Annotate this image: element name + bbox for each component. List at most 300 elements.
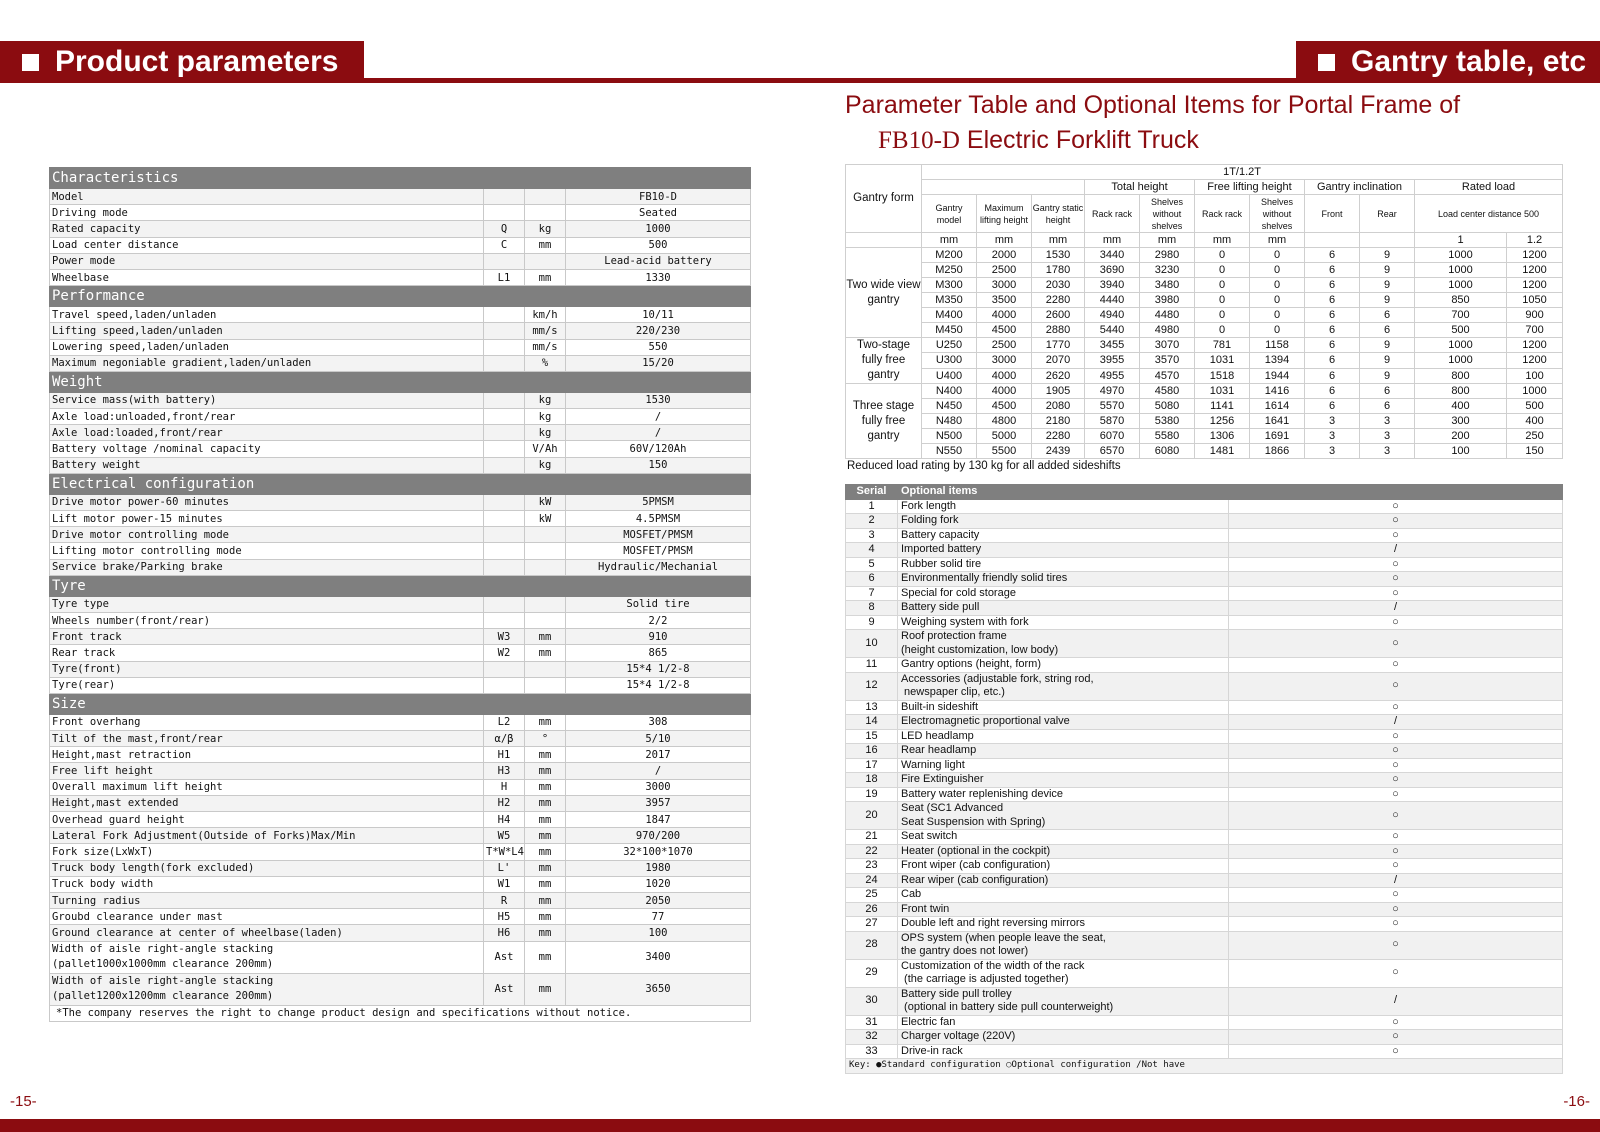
- gantry-row: [846, 368, 1563, 383]
- item-serial: 4: [846, 543, 898, 558]
- item-name: Rear wiper (cab configuration): [898, 873, 1229, 888]
- spec-label: Front overhang: [50, 714, 484, 730]
- spec-unit: [525, 677, 566, 693]
- gantry-subheader: Load center distance 500: [1415, 195, 1563, 233]
- spec-row: [50, 494, 751, 510]
- spec-section-row: [50, 371, 751, 392]
- spec-row: [50, 795, 751, 811]
- item-name: Double left and right reversing mirrors: [898, 917, 1229, 932]
- gantry-form-header: Gantry form: [846, 165, 922, 233]
- gantry-cell: 5570: [1085, 399, 1140, 414]
- spec-symbol: [484, 661, 525, 677]
- gantry-cell: 2620: [1032, 368, 1085, 383]
- item-availability: ○: [1229, 700, 1563, 715]
- gantry-cell: N550: [922, 444, 977, 459]
- spec-row: [50, 253, 751, 269]
- gantry-cell: 100: [1507, 368, 1563, 383]
- spec-row: [50, 677, 751, 693]
- gantry-cell: 1200: [1507, 353, 1563, 368]
- item-serial: 10: [846, 630, 898, 658]
- item-serial: 15: [846, 729, 898, 744]
- item-serial: 9: [846, 615, 898, 630]
- item-serial: 2: [846, 514, 898, 529]
- item-name: Weighing system with fork: [898, 615, 1229, 630]
- title-line-1: Parameter Table and Optional Items for Portal Frame of: [845, 91, 1461, 119]
- item-name: Battery side pull trolley (optional in battery side pull counterweight): [898, 987, 1229, 1015]
- gantry-cell: 2180: [1032, 414, 1085, 429]
- item-serial: 31: [846, 1015, 898, 1030]
- gantry-cell: 4940: [1085, 308, 1140, 323]
- gantry-cell: 3000: [977, 353, 1032, 368]
- spec-unit: [525, 612, 566, 628]
- gantry-subheader: Rear: [1360, 195, 1415, 233]
- spec-symbol: H3: [484, 763, 525, 779]
- gantry-cell: 1691: [1250, 429, 1305, 444]
- spec-row: [50, 559, 751, 575]
- spec-symbol: L2: [484, 714, 525, 730]
- spec-row: [50, 392, 751, 408]
- spec-row: [50, 425, 751, 441]
- item-name: Electromagnetic proportional valve: [898, 715, 1229, 730]
- spec-symbol: H4: [484, 812, 525, 828]
- spec-unit: [525, 543, 566, 559]
- gantry-cell: 900: [1507, 308, 1563, 323]
- gantry-units-row: [846, 233, 1563, 248]
- gantry-form-name: Two-stage fully free gantry: [846, 338, 922, 384]
- item-availability: ○: [1229, 888, 1563, 903]
- spec-value: 150: [566, 457, 751, 473]
- gantry-cell: 4570: [1140, 368, 1195, 383]
- item-availability: ○: [1229, 729, 1563, 744]
- optional-item-row: [846, 586, 1563, 601]
- spec-unit: mm: [525, 237, 566, 253]
- gantry-unit: 1.2: [1507, 233, 1563, 248]
- item-availability: ○: [1229, 586, 1563, 601]
- spec-row: [50, 860, 751, 876]
- spec-section-row: [50, 286, 751, 307]
- optional-item-row: [846, 902, 1563, 917]
- gantry-cell: 4440: [1085, 293, 1140, 308]
- item-name: Rubber solid tire: [898, 557, 1229, 572]
- item-serial: 30: [846, 987, 898, 1015]
- gantry-cell: 2980: [1140, 248, 1195, 263]
- gantry-cell: 6070: [1085, 429, 1140, 444]
- gantry-cell: 0: [1250, 308, 1305, 323]
- item-availability: ○: [1229, 1044, 1563, 1059]
- gantry-cell: 1200: [1507, 248, 1563, 263]
- spec-value: 77: [566, 909, 751, 925]
- square-bullet-icon: [22, 54, 39, 71]
- gantry-group-header: Free lifting height: [1195, 180, 1305, 195]
- gantry-cell: 0: [1195, 263, 1250, 278]
- gantry-row: [846, 338, 1563, 353]
- items-header: Optional items: [898, 485, 1563, 500]
- spec-row: [50, 269, 751, 285]
- item-name: Rear headlamp: [898, 744, 1229, 759]
- page-number-right: -16-: [1563, 1093, 1590, 1110]
- gantry-cell: 6: [1305, 308, 1360, 323]
- gantry-cell: U250: [922, 338, 977, 353]
- spec-label: Lifting speed,laden/unladen: [50, 323, 484, 339]
- spec-unit: km/h: [525, 307, 566, 323]
- item-availability: ○: [1229, 931, 1563, 959]
- gantry-cell: 9: [1360, 248, 1415, 263]
- item-serial: 3: [846, 528, 898, 543]
- item-name: Folding fork: [898, 514, 1229, 529]
- gantry-cell: 2500: [977, 263, 1032, 278]
- optional-item-row: [846, 844, 1563, 859]
- item-name: Accessories (adjustable fork, string rod, newspaper clip, etc.): [898, 672, 1229, 700]
- spec-unit: mm: [525, 269, 566, 285]
- spec-row: [50, 596, 751, 612]
- gantry-cell: 3: [1360, 429, 1415, 444]
- item-name: OPS system (when people leave the seat, the gantry does not lower): [898, 931, 1229, 959]
- gantry-cell: 1481: [1195, 444, 1250, 459]
- item-name: Heater (optional in the cockpit): [898, 844, 1229, 859]
- item-serial: 19: [846, 787, 898, 802]
- spec-label: Battery voltage /nominal capacity: [50, 441, 484, 457]
- gantry-cell: 5440: [1085, 323, 1140, 338]
- spec-label: Travel speed,laden/unladen: [50, 307, 484, 323]
- optional-item-row: [846, 959, 1563, 987]
- spec-label: Model: [50, 189, 484, 205]
- gantry-cell: 700: [1415, 308, 1507, 323]
- spec-label: Tilt of the mast,front/rear: [50, 731, 484, 747]
- spec-value: 15*4 1/2-8: [566, 661, 751, 677]
- gantry-cell: 0: [1195, 248, 1250, 263]
- spec-symbol: [484, 677, 525, 693]
- spec-unit: °: [525, 731, 566, 747]
- spec-value: 1020: [566, 876, 751, 892]
- page-number-left: -15-: [10, 1093, 37, 1110]
- spec-unit: kg: [525, 392, 566, 408]
- gantry-cell: 1000: [1507, 384, 1563, 399]
- spec-unit: mm: [525, 645, 566, 661]
- spec-symbol: [484, 425, 525, 441]
- spec-row: [50, 763, 751, 779]
- item-name: Special for cold storage: [898, 586, 1229, 601]
- spec-row: [50, 339, 751, 355]
- gantry-cell: 6: [1305, 399, 1360, 414]
- spec-symbol: W3: [484, 629, 525, 645]
- spec-unit: mm: [525, 909, 566, 925]
- spec-symbol: H5: [484, 909, 525, 925]
- spec-label: Drive motor power-60 minutes: [50, 494, 484, 510]
- gantry-group-header: Total height: [1085, 180, 1195, 195]
- gantry-cell: 5500: [977, 444, 1032, 459]
- gantry-cell: M450: [922, 323, 977, 338]
- gantry-cell: 0: [1195, 293, 1250, 308]
- spec-label: Width of aisle right-angle stacking (pallet1000x1000mm clearance 200mm): [50, 941, 484, 973]
- spec-unit: [525, 189, 566, 205]
- gantry-unit: mm: [1085, 233, 1140, 248]
- item-availability: /: [1229, 873, 1563, 888]
- gantry-subheader: Gantry static height: [1032, 195, 1085, 233]
- spec-label: Lateral Fork Adjustment(Outside of Forks)Max/Min: [50, 828, 484, 844]
- spec-row: [50, 441, 751, 457]
- spec-symbol: [484, 494, 525, 510]
- gantry-cell: 2030: [1032, 278, 1085, 293]
- gantry-row: [846, 444, 1563, 459]
- gantry-cell: U300: [922, 353, 977, 368]
- optional-item-row: [846, 715, 1563, 730]
- gantry-cell: 9: [1360, 263, 1415, 278]
- spec-value: 308: [566, 714, 751, 730]
- gantry-cell: 2880: [1032, 323, 1085, 338]
- spec-value: Solid tire: [566, 596, 751, 612]
- gantry-cell: 1416: [1250, 384, 1305, 399]
- gantry-cell: 6: [1360, 384, 1415, 399]
- spec-value: 10/11: [566, 307, 751, 323]
- gantry-cell: M400: [922, 308, 977, 323]
- spec-label: Drive motor controlling mode: [50, 527, 484, 543]
- spec-symbol: [484, 612, 525, 628]
- gantry-cell: 5580: [1140, 429, 1195, 444]
- spec-note-row: [50, 1005, 751, 1021]
- gantry-cell: 1000: [1415, 278, 1507, 293]
- gantry-row: [846, 384, 1563, 399]
- item-availability: ○: [1229, 787, 1563, 802]
- spec-label: Lowering speed,laden/unladen: [50, 339, 484, 355]
- optional-items-table: [845, 484, 1563, 1074]
- item-availability: /: [1229, 601, 1563, 616]
- item-availability: ○: [1229, 1015, 1563, 1030]
- gantry-cell: 6: [1305, 353, 1360, 368]
- spec-row: [50, 812, 751, 828]
- optional-item-row: [846, 744, 1563, 759]
- spec-label: Lift motor power-15 minutes: [50, 511, 484, 527]
- spec-symbol: H2: [484, 795, 525, 811]
- spec-symbol: [484, 559, 525, 575]
- spec-symbol: W1: [484, 876, 525, 892]
- spec-row: [50, 237, 751, 253]
- spec-value: MOSFET/PMSM: [566, 543, 751, 559]
- gantry-cell: 9: [1360, 278, 1415, 293]
- item-availability: ○: [1229, 917, 1563, 932]
- spec-unit: mm: [525, 763, 566, 779]
- spec-label: Truck body length(fork excluded): [50, 860, 484, 876]
- key-row: [846, 1059, 1563, 1074]
- spec-note: *The company reserves the right to change product design and specifications without notice.: [50, 1005, 751, 1021]
- gantry-cell: 1518: [1195, 368, 1250, 383]
- spec-value: FB10-D: [566, 189, 751, 205]
- item-availability: ○: [1229, 630, 1563, 658]
- spec-label: Wheelbase: [50, 269, 484, 285]
- gantry-cell: 250: [1507, 429, 1563, 444]
- item-availability: /: [1229, 987, 1563, 1015]
- spec-table: [49, 167, 751, 1022]
- spec-unit: kg: [525, 425, 566, 441]
- spec-label: Height,mast extended: [50, 795, 484, 811]
- spec-row: [50, 189, 751, 205]
- optional-item-row: [846, 630, 1563, 658]
- spec-unit: mm: [525, 747, 566, 763]
- spec-symbol: T*W*L4: [484, 844, 525, 860]
- optional-item-row: [846, 830, 1563, 845]
- gantry-row: [846, 323, 1563, 338]
- gantry-cell: 1256: [1195, 414, 1250, 429]
- item-serial: 5: [846, 557, 898, 572]
- gantry-cell: M250: [922, 263, 977, 278]
- gantry-cell: N450: [922, 399, 977, 414]
- item-availability: ○: [1229, 514, 1563, 529]
- title-line-2-text: Electric Forklift Truck: [959, 126, 1199, 154]
- gantry-cell: 3980: [1140, 293, 1195, 308]
- spec-unit: mm: [525, 714, 566, 730]
- spec-symbol: [484, 189, 525, 205]
- spec-value: 1000: [566, 221, 751, 237]
- gantry-cell: 3570: [1140, 353, 1195, 368]
- spec-label: Fork size(LxWxT): [50, 844, 484, 860]
- spec-value: MOSFET/PMSM: [566, 527, 751, 543]
- gantry-cell: 6: [1305, 323, 1360, 338]
- gantry-cell: 1000: [1415, 353, 1507, 368]
- spec-label: Maximum negoniable gradient,laden/unladen: [50, 355, 484, 371]
- gantry-cell: N500: [922, 429, 977, 444]
- gantry-cell: M350: [922, 293, 977, 308]
- item-serial: 16: [846, 744, 898, 759]
- spec-label: Power mode: [50, 253, 484, 269]
- spec-unit: %: [525, 355, 566, 371]
- item-serial: 1: [846, 499, 898, 514]
- gantry-cell: N400: [922, 384, 977, 399]
- gantry-cell: 200: [1415, 429, 1507, 444]
- item-serial: 29: [846, 959, 898, 987]
- spec-value: 3957: [566, 795, 751, 811]
- spec-value: /: [566, 409, 751, 425]
- optional-item-row: [846, 888, 1563, 903]
- spec-value: 2017: [566, 747, 751, 763]
- gantry-cell: 6: [1305, 293, 1360, 308]
- spec-label: Tyre type: [50, 596, 484, 612]
- footer-bar: [0, 1119, 1600, 1132]
- spec-unit: kg: [525, 409, 566, 425]
- gantry-cell: 0: [1195, 278, 1250, 293]
- gantry-cell: 4000: [977, 368, 1032, 383]
- item-serial: 18: [846, 773, 898, 788]
- spec-label: Battery weight: [50, 457, 484, 473]
- spec-section-row: [50, 473, 751, 494]
- gantry-cell: 800: [1415, 368, 1507, 383]
- gantry-cell: 5000: [977, 429, 1032, 444]
- spec-value: 500: [566, 237, 751, 253]
- gantry-cell: 1780: [1032, 263, 1085, 278]
- gantry-subheader: Front: [1305, 195, 1360, 233]
- gantry-cell: 3440: [1085, 248, 1140, 263]
- item-serial: 17: [846, 758, 898, 773]
- spec-value: 550: [566, 339, 751, 355]
- item-serial: 27: [846, 917, 898, 932]
- gantry-cell: 1031: [1195, 353, 1250, 368]
- gantry-unit: mm: [977, 233, 1032, 248]
- spec-value: 1980: [566, 860, 751, 876]
- spec-unit: mm/s: [525, 339, 566, 355]
- gantry-cell: 500: [1415, 323, 1507, 338]
- gantry-cell: 3480: [1140, 278, 1195, 293]
- gantry-cell: 2500: [977, 338, 1032, 353]
- spec-unit: kg: [525, 221, 566, 237]
- gantry-cell: 0: [1250, 263, 1305, 278]
- spec-symbol: [484, 323, 525, 339]
- gantry-cell: 850: [1415, 293, 1507, 308]
- item-serial: 22: [846, 844, 898, 859]
- gantry-cell: 6: [1360, 323, 1415, 338]
- item-serial: 13: [846, 700, 898, 715]
- gantry-cell: M300: [922, 278, 977, 293]
- gantry-unit: mm: [1140, 233, 1195, 248]
- spec-symbol: [484, 441, 525, 457]
- title-model: FB10-D: [878, 127, 960, 154]
- item-name: Battery capacity: [898, 528, 1229, 543]
- gantry-row: [846, 399, 1563, 414]
- gantry-cell: 1000: [1415, 263, 1507, 278]
- item-availability: ○: [1229, 758, 1563, 773]
- gantry-cell: 300: [1415, 414, 1507, 429]
- gantry-cell: 1866: [1250, 444, 1305, 459]
- gantry-cell: 4480: [1140, 308, 1195, 323]
- item-availability: /: [1229, 543, 1563, 558]
- gantry-unit: mm: [1032, 233, 1085, 248]
- spec-symbol: α/β: [484, 731, 525, 747]
- spec-row: [50, 511, 751, 527]
- gantry-cell: 6: [1305, 368, 1360, 383]
- spec-unit: mm: [525, 629, 566, 645]
- optional-item-row: [846, 1030, 1563, 1045]
- spec-symbol: L1: [484, 269, 525, 285]
- spec-value: 3400: [566, 941, 751, 973]
- serial-header: Serial: [846, 485, 898, 500]
- item-name: Charger voltage (220V): [898, 1030, 1229, 1045]
- item-availability: /: [1229, 715, 1563, 730]
- gantry-unit: mm: [1250, 233, 1305, 248]
- item-availability: ○: [1229, 528, 1563, 543]
- spec-unit: mm: [525, 973, 566, 1005]
- spec-unit: mm: [525, 795, 566, 811]
- spec-unit: mm: [525, 844, 566, 860]
- item-availability: ○: [1229, 499, 1563, 514]
- spec-row: [50, 205, 751, 221]
- spec-unit: mm: [525, 860, 566, 876]
- gantry-cell: 4000: [977, 384, 1032, 399]
- spec-label: Tyre(rear): [50, 677, 484, 693]
- item-serial: 24: [846, 873, 898, 888]
- item-serial: 12: [846, 672, 898, 700]
- gantry-cell: 1000: [1415, 338, 1507, 353]
- gantry-cell: 0: [1250, 293, 1305, 308]
- gantry-cell: 3: [1305, 444, 1360, 459]
- gantry-subheader: Rack rack: [1195, 195, 1250, 233]
- optional-item-row: [846, 873, 1563, 888]
- gantry-unit: [1305, 233, 1360, 248]
- gantry-cell: 4580: [1140, 384, 1195, 399]
- gantry-subheader: Shelves without shelves: [1140, 195, 1195, 233]
- gantry-cell: 1770: [1032, 338, 1085, 353]
- gantry-subheader: Gantry model: [922, 195, 977, 233]
- spec-symbol: H1: [484, 747, 525, 763]
- spec-label: Front track: [50, 629, 484, 645]
- optional-item-row: [846, 615, 1563, 630]
- gantry-cell: 1031: [1195, 384, 1250, 399]
- gantry-cell: 1394: [1250, 353, 1305, 368]
- spec-symbol: [484, 596, 525, 612]
- optional-item-row: [846, 931, 1563, 959]
- item-name: Front twin: [898, 902, 1229, 917]
- item-serial: 33: [846, 1044, 898, 1059]
- optional-item-row: [846, 729, 1563, 744]
- spec-symbol: R: [484, 892, 525, 908]
- spec-row: [50, 844, 751, 860]
- spec-label: Axle load:unloaded,front/rear: [50, 409, 484, 425]
